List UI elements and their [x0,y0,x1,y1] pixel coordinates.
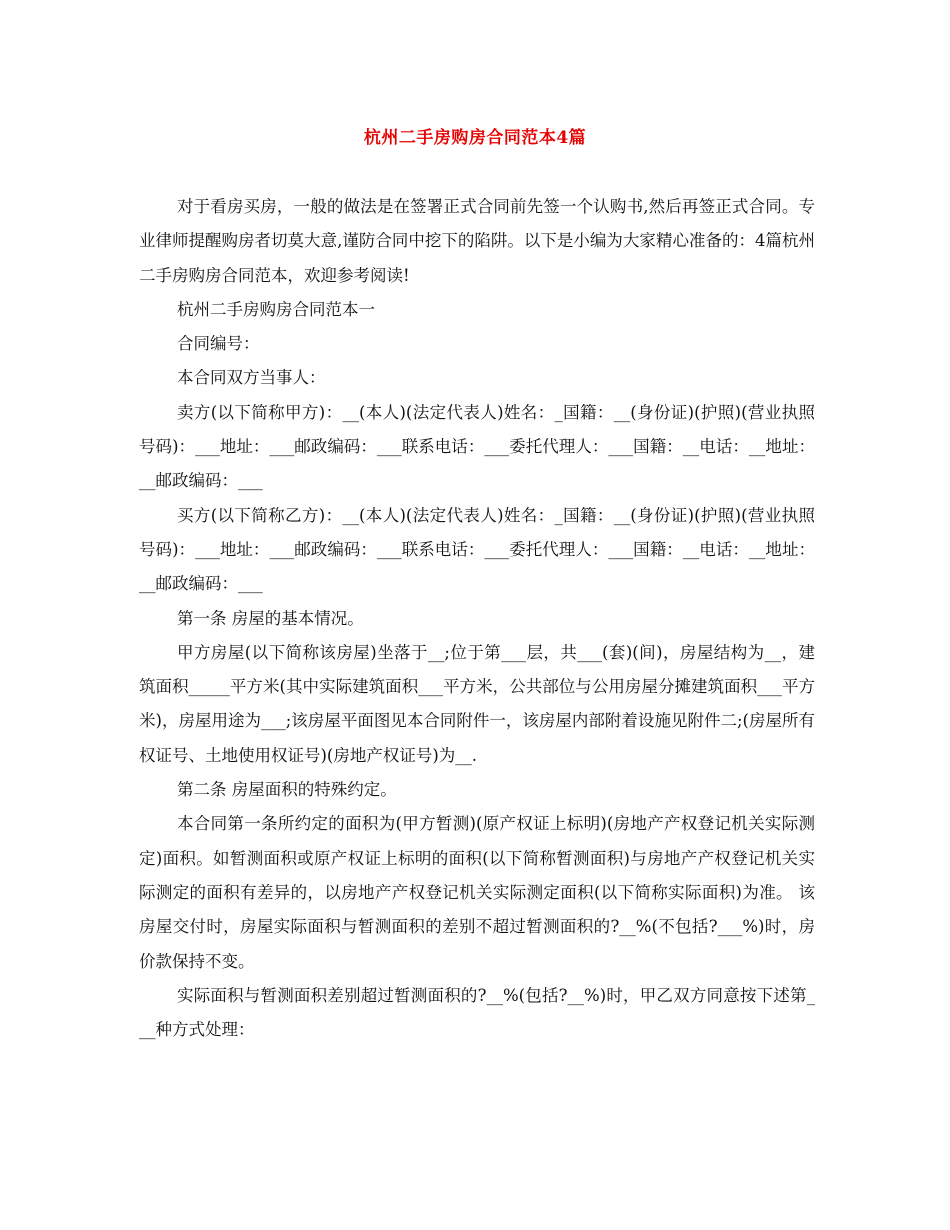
contract-heading: 杭州二手房购房合同范本一 [177,299,375,319]
document-title: 杭州二手房购房合同范本4篇 [363,128,587,148]
contract-number-line: 合同编号： [177,334,260,354]
seller-paragraph: 卖方(以下简称甲方)：__(本人)(法定代表人)姓名：_国籍：__(身份证)(护照)(营业执照号码)：___地址：___邮政编码：___联系电话：___委托代理人：___国籍：__电话：__地址：__邮政编码：___ [139,402,815,491]
document-body [139,190,815,1047]
article-2-paragraph: 本合同第一条所约定的面积为(甲方暂测)(原产权证上标明)(房地产产权登记机关实际测定)面积。如暂测面积或原产权证上标明的面积(以下简称暂测面积)与房地产产权登记机关实际测定的面积有差异的，以房地产产权登记机关实际测定面积(以下简称实际面积)为准。 该房屋交付时，房屋实际面积与暂测面积的差别不超过暂测面积的?__%(不包括?___%)时，房价款保持不变。 [139,814,815,971]
article-2-heading: 第二条 房屋面积的特殊约定。 [177,780,397,800]
article-2-followup-paragraph: 实际面积与暂测面积差别超过暂测面积的?__%(包括?__%)时，甲乙双方同意按下述第___种方式处理： [139,985,815,1040]
article-1-heading: 第一条 房屋的基本情况。 [177,608,364,628]
article-1-paragraph: 甲方房屋(以下简称该房屋)坐落于__;位于第___层，共___(套)(间)，房屋结构为__，建筑面积_____平方米(其中实际建筑面积___平方米，公共部位与公用房屋分摊建筑面积___平方米)，房屋用途为___;该房屋平面图见本合同附件一，该房屋内部附着设施见附件二;(房屋所有权证号、土地使用权证号)(房地产权证号)为__. [139,642,815,765]
parties-line: 本合同双方当事人： [177,368,326,388]
buyer-paragraph: 买方(以下简称乙方)：__(本人)(法定代表人)姓名：_国籍：__(身份证)(护照)(营业执照号码)：___地址：___邮政编码：___联系电话：___委托代理人：___国籍：__电话：__地址：__邮政编码：___ [139,505,815,594]
intro-paragraph: 对于看房买房，一般的做法是在签署正式合同前先签一个认购书,然后再签正式合同。专业律师提醒购房者切莫大意,谨防合同中挖下的陷阱。以下是小编为大家精心准备的：4篇杭州二手房购房合同范本，欢迎参考阅读! [139,197,815,285]
